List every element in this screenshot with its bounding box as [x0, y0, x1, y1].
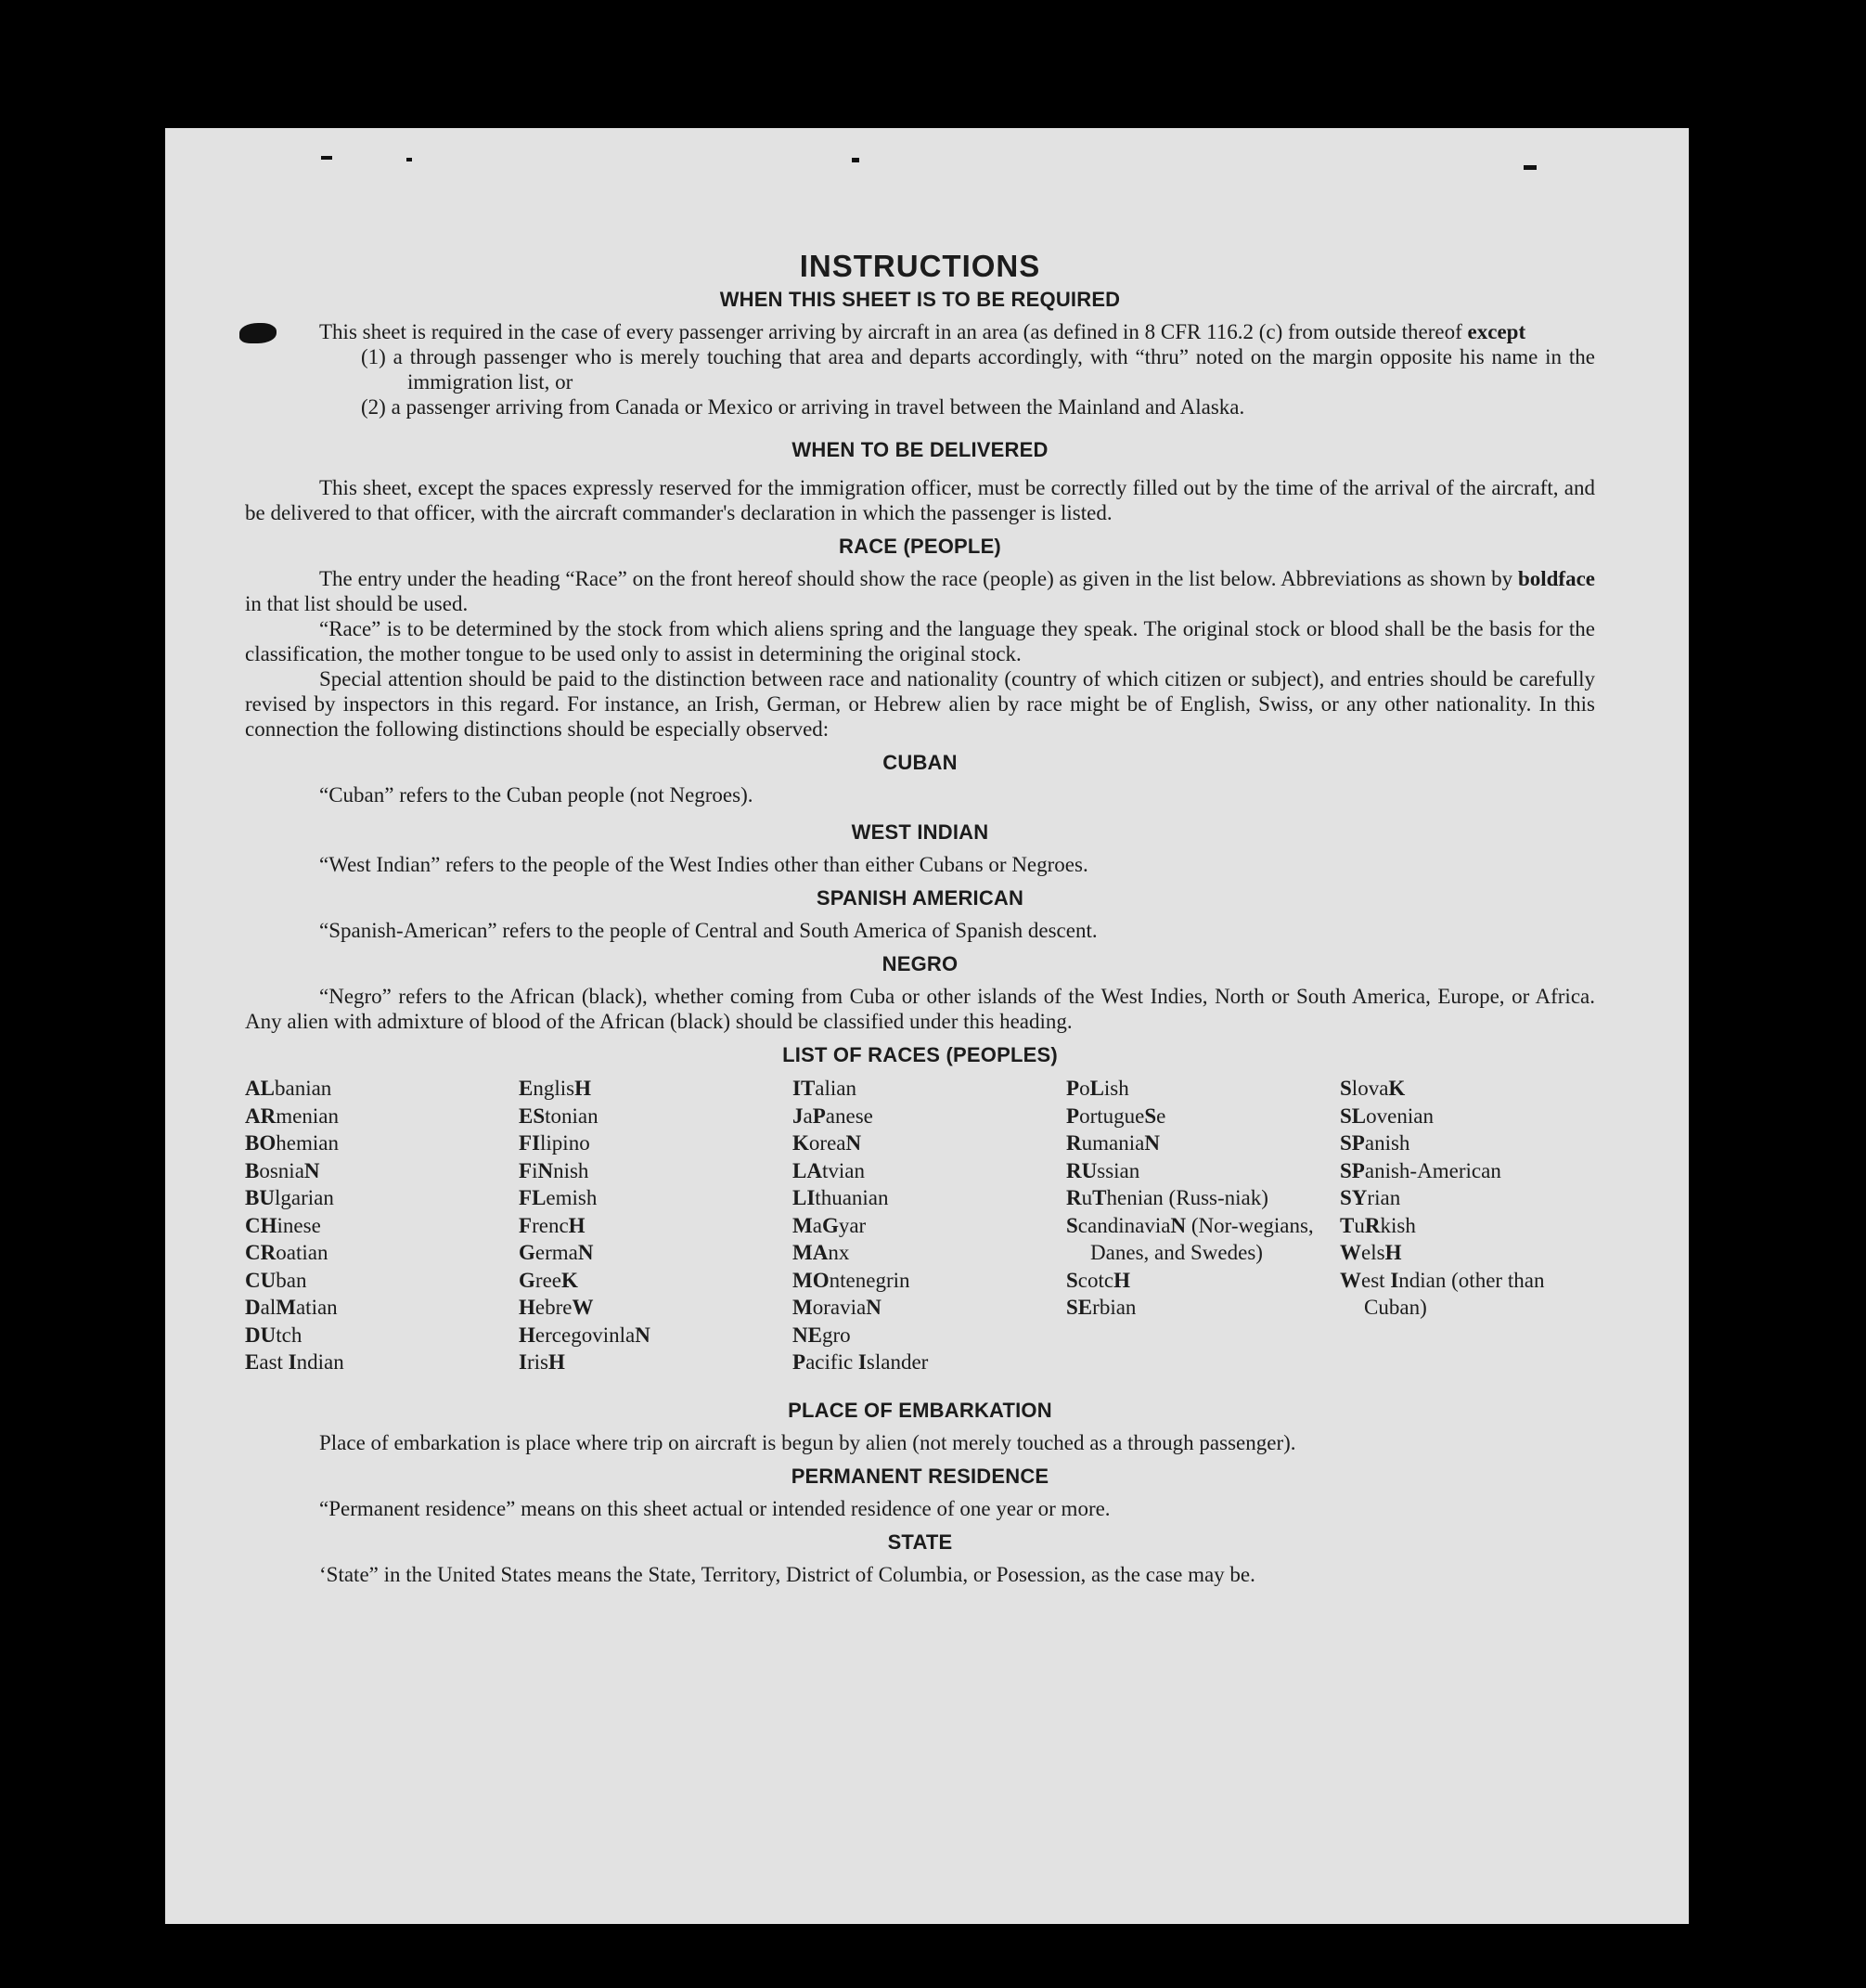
race-entry: SLovenian	[1340, 1104, 1434, 1128]
race-entry: ScandinaviaN (Nor-wegians, Danes, and Swedes)	[1066, 1213, 1314, 1264]
document-page	[165, 128, 1689, 1924]
race-entry: MoraviaN	[792, 1296, 882, 1319]
race-entry: RuThenian (Russ-niak)	[1066, 1186, 1268, 1209]
instructions-body	[245, 249, 1595, 1587]
race-column	[1340, 1075, 1590, 1376]
race-entry: MaGyar	[792, 1213, 867, 1237]
race-entry: BosniaN	[245, 1158, 320, 1182]
state-paragraph: ‘State” in the United States means the State, Territory, District of Columbia, or Posession, as the case may be.	[319, 1562, 1255, 1586]
section-heading-spanish-american: SPANISH AMERICAN	[816, 886, 1024, 910]
race-column	[519, 1075, 792, 1376]
race-entry: EStonian	[519, 1104, 598, 1128]
race-entry: KoreaN	[792, 1131, 862, 1155]
race-entry: WelsH	[1340, 1241, 1402, 1264]
race-entry: RUssian	[1066, 1158, 1140, 1182]
section-heading-required: WHEN THIS SHEET IS TO BE REQUIRED	[719, 288, 1121, 311]
race-entry: TuRkish	[1340, 1213, 1416, 1237]
race-entry: IrisH	[519, 1350, 565, 1374]
race-p1-before: The entry under the heading “Race” on the front hereof should show the race (people) as given in the list below. Abbreviations as shown by	[319, 567, 1513, 590]
section-heading-delivered: WHEN TO BE DELIVERED	[791, 438, 1049, 461]
page-title: INSTRUCTIONS	[799, 249, 1041, 283]
required-item-2: (2) a passenger arriving from Canada or Mexico or arriving in travel between the Mainland and Alaska.	[361, 395, 1245, 419]
required-paragraph	[245, 319, 1595, 344]
race-entry: ARmenian	[245, 1104, 339, 1128]
race-entry: PoLish	[1066, 1077, 1129, 1100]
race-entry: CRoatian	[245, 1241, 328, 1264]
race-entry: FiNnish	[519, 1158, 589, 1182]
race-entry: LAtvian	[792, 1158, 865, 1182]
race-p1-boldface: boldface	[1517, 567, 1596, 590]
race-entry: ITalian	[792, 1077, 857, 1100]
race-entry: FLemish	[519, 1186, 598, 1209]
race-entry: CHinese	[245, 1213, 321, 1237]
race-entry: HercegovinlaN	[519, 1323, 650, 1347]
race-column	[245, 1075, 519, 1376]
race-entry: GermaN	[519, 1241, 594, 1264]
except-word: except	[1467, 320, 1526, 343]
race-list	[245, 1075, 1595, 1376]
embarkation-paragraph: Place of embarkation is place where trip on aircraft is begun by alien (not merely touched as a through passenger).	[319, 1430, 1296, 1454]
permanent-residence-paragraph: “Permanent residence” means on this sheet actual or intended residence of one year or more.	[319, 1496, 1111, 1520]
race-entry: West Indian (other than Cuban)	[1340, 1268, 1545, 1319]
race-entry: LIthuanian	[792, 1186, 889, 1209]
required-intro: This sheet is required in the case of every passenger arriving by aircraft in an area (as defined in 8 CFR 116.2 (c) from outside thereof	[319, 320, 1462, 343]
race-entry: DalMatian	[245, 1296, 338, 1319]
spanish-american-paragraph: “Spanish-American” refers to the people of Central and South America of Spanish descent.	[319, 919, 1098, 942]
west-indian-paragraph: “West Indian” refers to the people of the West Indies other than either Cubans or Negroes.	[319, 853, 1088, 876]
race-entry: SErbian	[1066, 1296, 1137, 1319]
race-entry: ALbanian	[245, 1077, 332, 1100]
race-entry: HebreW	[519, 1296, 594, 1319]
section-heading-list-of-races: LIST OF RACES (PEOPLES)	[782, 1043, 1058, 1066]
race-entry: GreeK	[519, 1268, 578, 1292]
section-heading-negro: NEGRO	[882, 952, 959, 975]
race-entry: SPanish	[1340, 1131, 1410, 1155]
race-entry: Pacific Islander	[792, 1350, 929, 1374]
race-entry: SlovaK	[1340, 1077, 1406, 1100]
race-entry: NEgro	[792, 1323, 851, 1347]
section-heading-permanent-residence: PERMANENT RESIDENCE	[791, 1464, 1049, 1488]
race-paragraph-3: Special attention should be paid to the distinction between race and nationality (country of which citizen or subject), and entries should be carefully revised by inspectors in this regard. For instance, an Irish, German, or Hebrew alien by race might be of English, Swiss, or any other nationality. In this connection the following distinctions should be especially observed:	[245, 667, 1595, 741]
race-entry: PortugueSe	[1066, 1104, 1166, 1128]
cuban-paragraph: “Cuban” refers to the Cuban people (not Negroes).	[319, 783, 753, 807]
race-entry: CUban	[245, 1268, 307, 1292]
race-column	[792, 1075, 1066, 1376]
race-entry: SYrian	[1340, 1186, 1401, 1209]
race-entry: FrencH	[519, 1213, 586, 1237]
race-p1-after: in that list should be used.	[245, 592, 469, 615]
race-entry: FIlipino	[519, 1131, 590, 1155]
section-heading-state: STATE	[887, 1530, 953, 1554]
race-paragraph-2: “Race” is to be determined by the stock from which aliens spring and the language they speak. The original stock or blood shall be the basis for the classification, the mother tongue to be used only to assist in determining the original stock.	[245, 617, 1595, 665]
delivered-paragraph: This sheet, except the spaces expressly reserved for the immigration officer, must be correctly filled out by the time of the arrival of the aircraft, and be delivered to that officer, with the aircraft commander's declaration in which the passenger is listed.	[245, 476, 1595, 524]
section-heading-embarkation: PLACE OF EMBARKATION	[788, 1398, 1052, 1422]
race-entry: ScotcH	[1066, 1268, 1131, 1292]
section-heading-cuban: CUBAN	[882, 751, 958, 774]
race-entry: JaPanese	[792, 1104, 873, 1128]
race-entry: SPanish-American	[1340, 1158, 1501, 1182]
negro-paragraph: “Negro” refers to the African (black), whether coming from Cuba or other islands of the West Indies, North or South America, Europe, or Africa. Any alien with admixture of blood of the African (black) should be classified under this heading.	[245, 985, 1595, 1033]
scan-speck	[406, 158, 412, 161]
race-column	[1066, 1075, 1340, 1376]
scan-speck	[321, 156, 332, 160]
race-entry: DUtch	[245, 1323, 302, 1347]
race-entry: RumaniaN	[1066, 1131, 1160, 1155]
section-heading-race: RACE (PEOPLE)	[839, 535, 1001, 558]
race-entry: MAnx	[792, 1241, 850, 1264]
required-item-1: (1) a through passenger who is merely touching that area and departs accordingly, with “thru” noted on the margin opposite his name in the immigration list, or	[361, 345, 1595, 394]
race-entry: East Indian	[245, 1350, 344, 1374]
race-entry: MOntenegrin	[792, 1268, 910, 1292]
race-entry: BOhemian	[245, 1131, 339, 1155]
race-entry: EnglisH	[519, 1077, 591, 1100]
scan-speck	[1524, 165, 1537, 170]
scan-speck	[852, 158, 859, 162]
race-paragraph-1	[245, 566, 1595, 616]
section-heading-west-indian: WEST INDIAN	[851, 820, 989, 844]
race-entry: BUlgarian	[245, 1186, 334, 1209]
